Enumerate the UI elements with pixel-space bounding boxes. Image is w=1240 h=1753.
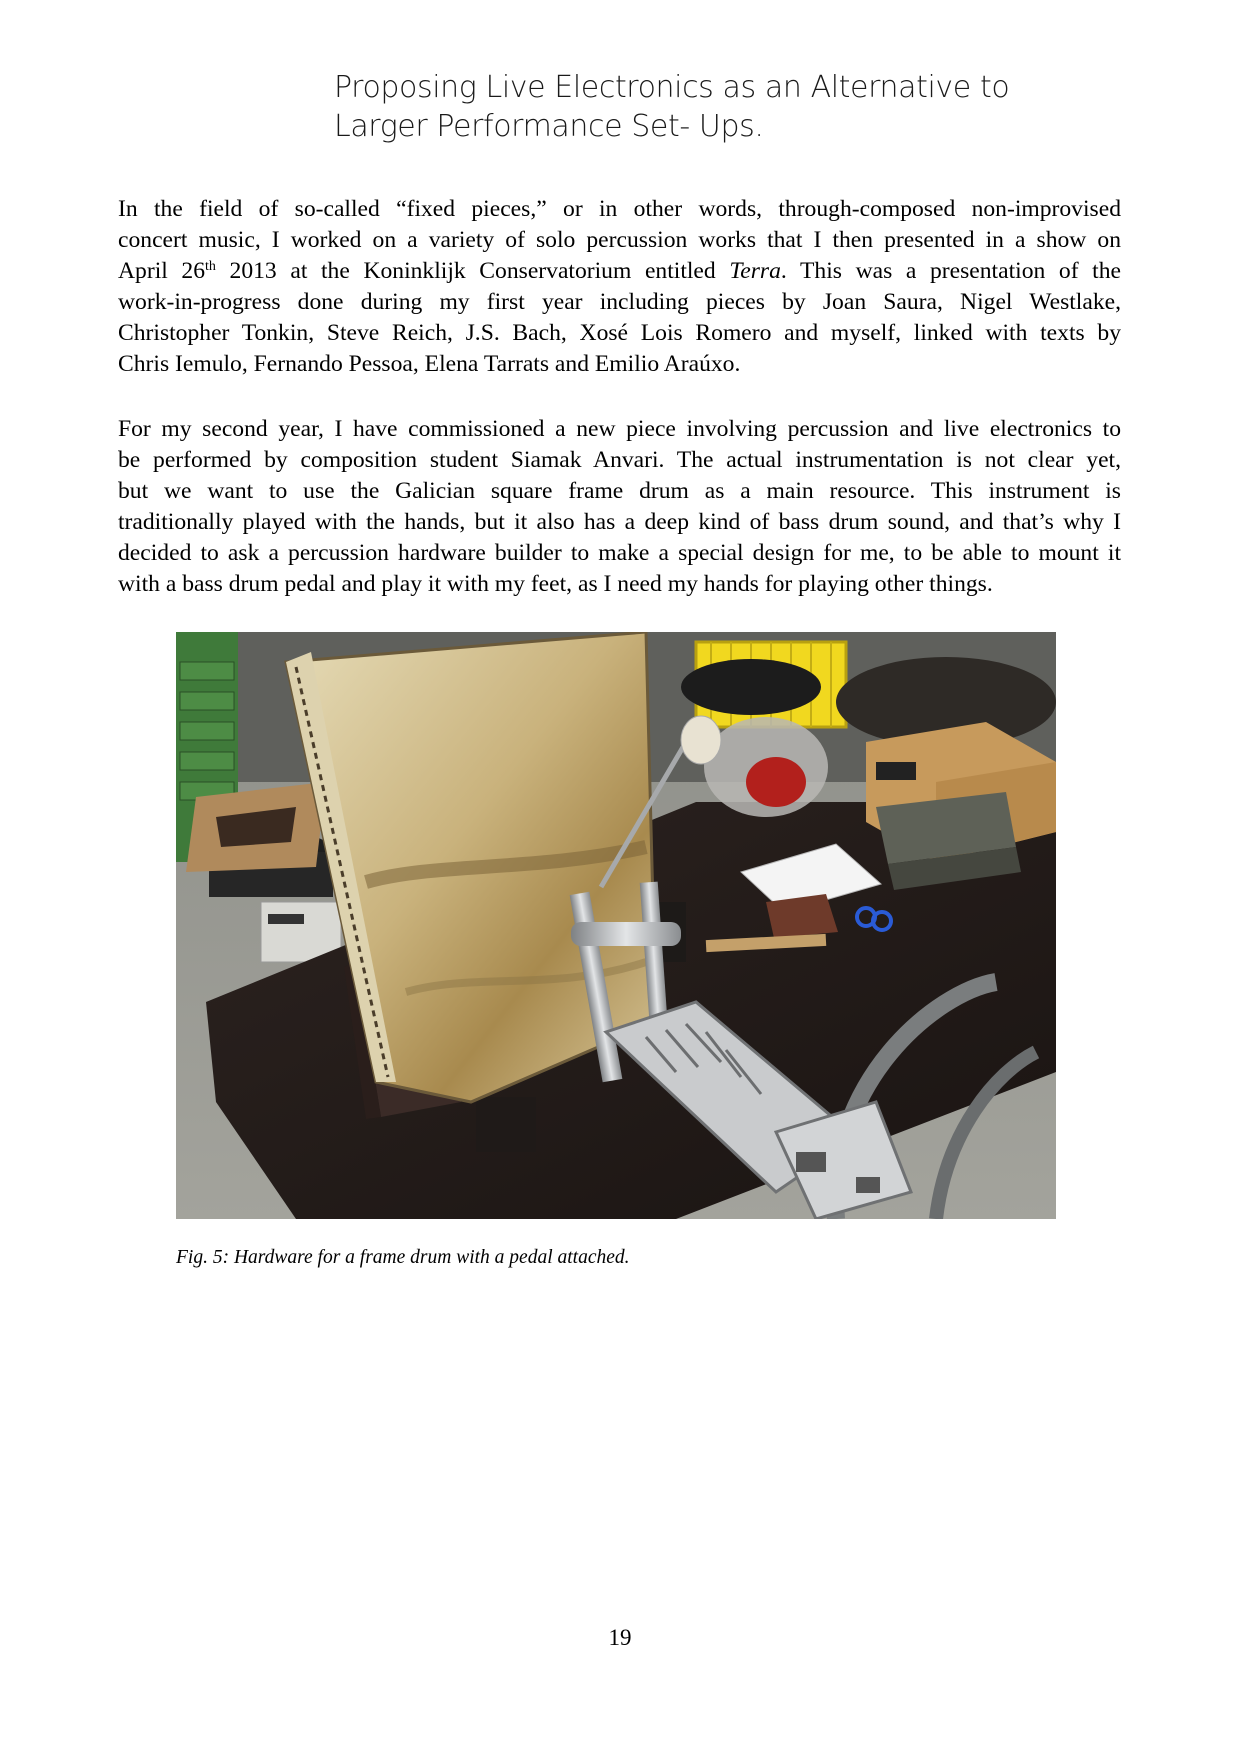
paragraph-line: decided to ask a percussion hardware builder to make a special design for me, to be able to mount it	[118, 540, 1121, 566]
frame-drum-photo	[176, 632, 1056, 1219]
ordinal-superscript: th	[205, 259, 216, 274]
date-text: April 26	[118, 258, 206, 284]
header-line-2: Larger Performance Set- Ups.	[334, 109, 764, 144]
page-number: 19	[608, 1625, 632, 1650]
paragraph-second-year	[118, 414, 1121, 600]
paragraph-line: with a bass drum pedal and play it with my feet, as I need my hands for playing other things.	[118, 571, 993, 597]
show-title: Terra	[729, 258, 781, 284]
paragraph-line: concert music, I worked on a variety of solo percussion works that I then presented in a show on	[118, 227, 1121, 253]
paragraph-line: For my second year, I have commissioned a new piece involving percussion and live electronics to	[118, 416, 1121, 442]
paragraph-line: Chris Iemulo, Fernando Pessoa, Elena Tarrats and Emilio Araúxo.	[118, 351, 741, 377]
line-text: 2013 at the Koninklijk Conservatorium entitled	[215, 258, 730, 284]
paragraph-fixed-pieces	[118, 194, 1121, 380]
paragraph-line: be performed by composition student Siamak Anvari. The actual instrumentation is not clear yet,	[118, 447, 1121, 473]
paragraph-line: traditionally played with the hands, but it also has a deep kind of bass drum sound, and that’s why I	[118, 509, 1121, 535]
paragraph-line	[118, 256, 1121, 287]
paragraph-line: Christopher Tonkin, Steve Reich, J.S. Bach, Xosé Lois Romero and myself, linked with texts by	[118, 320, 1121, 346]
line-text: . This was a presentation of the	[780, 258, 1122, 284]
photo-illustration	[176, 632, 1056, 1219]
paragraph-line: work-in-progress done during my first year including pieces by Joan Saura, Nigel Westlake,	[118, 289, 1121, 315]
paragraph-line: but we want to use the Galician square frame drum as a main resource. This instrument is	[118, 478, 1121, 504]
header-line-1: Proposing Live Electronics as an Alternative to	[334, 70, 1010, 105]
paragraph-line: In the field of so-called “fixed pieces,” or in other words, through-composed non-improvised	[118, 196, 1121, 222]
running-header	[334, 68, 1034, 146]
figure-caption: Fig. 5: Hardware for a frame drum with a pedal attached.	[176, 1247, 630, 1268]
